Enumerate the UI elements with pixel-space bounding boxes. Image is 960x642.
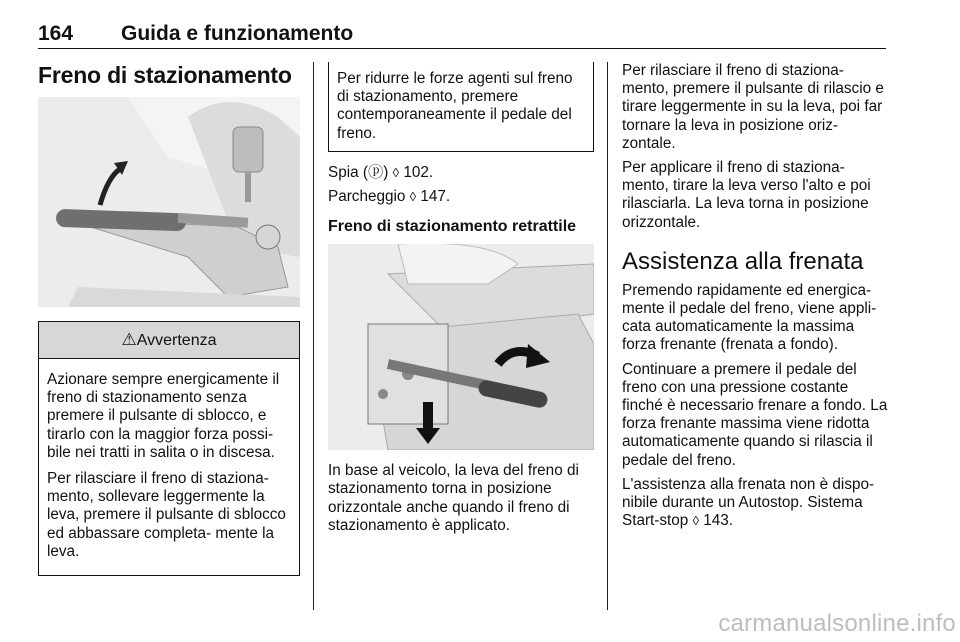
parking-brake-lever-image (38, 97, 300, 307)
xref-warning-light: Spia (ⓟ) ◊ 102. (328, 163, 434, 181)
page-reference-arrow-icon: ◊ (392, 164, 400, 180)
brake-assist-paragraph-1: Premendo rapidamente ed energica- mente il pedale del freno, viene appli- cata automaticamente la massima forza frenante (frenata a fondo). (622, 281, 877, 354)
note-box (328, 62, 594, 152)
warning-box (38, 321, 300, 576)
page-header (38, 22, 886, 49)
xref-parking: Parcheggio ◊ 147. (328, 188, 451, 206)
page-reference-arrow-icon: ◊ (409, 189, 417, 205)
page-reference-arrow-icon: ◊ (692, 513, 699, 529)
warning-header (39, 321, 299, 359)
retractable-brake-lever-image (328, 244, 594, 450)
section-title-parking-brake: Freno di stazionamento (38, 62, 292, 88)
release-paragraph: Per rilasciare il freno di staziona- mento, premere il pulsante di rilascio e tirare leggermente in su la leva, poi far tornare la leva in posizione oriz- zontale. (622, 62, 884, 152)
column-2 (328, 62, 594, 541)
column-divider-2 (607, 62, 608, 610)
brake-assist-paragraph-2: Continuare a premere il pedale del freno con una pressione costante finché è necessario frenare a fondo. La forza frenante massima viene ridotta automaticamente quando si rilascia il pedale del freno. (622, 360, 888, 469)
apply-paragraph: Per applicare il freno di staziona- mento, tirare la leva verso l'alto e poi rilasciarla. La leva torna in posizione orizzontale. (622, 159, 871, 231)
warning-title: Avvertenza (136, 332, 217, 349)
column-1 (38, 62, 300, 576)
retractable-paragraph: In base al veicolo, la leva del freno di stazionamento torna in posizione orizzontale anche quando il freno di stazionamento è applicato. (328, 462, 579, 534)
column-divider-1 (313, 62, 314, 610)
warning-paragraph-2: Per rilasciare il freno di staziona- mento, sollevare leggermente la leva, premere il pulsante di sblocco ed abbassare completa- mente la leva. (47, 470, 286, 560)
xref-page: 147. (420, 188, 451, 206)
warning-body (39, 359, 299, 575)
xref-page: 102. (403, 163, 434, 181)
column-3 (622, 62, 888, 536)
section-title-brake-assist: Assistenza alla frenata (622, 247, 864, 275)
brake-assist-paragraph-3: L'assistenza alla frenata non è dispo- nibile durante un Autostop. Sistema Start-stop ◊ 143. (622, 475, 875, 530)
warning-triangle-icon: ⚠ (121, 330, 137, 349)
note-text: Per ridurre le forze agenti sul freno di stazionamento, premere contemporaneamente il pedale del freno. (337, 70, 573, 142)
parking-brake-light-icon: (ⓟ) (362, 163, 389, 181)
page-number: 164 (38, 22, 74, 45)
watermark: carmanualsonline.info (718, 610, 956, 637)
running-title: Guida e funzionamento (121, 22, 354, 45)
xref-page: 143. (703, 512, 734, 530)
warning-paragraph-1: Azionare sempre energicamente il freno di stazionamento senza premere il pulsante di sblocco, e tirarlo con la maggior forza possi- bile nei tratti in salita o in discesa. (47, 371, 280, 461)
subsection-title-retractable: Freno di stazionamento retrattile (328, 218, 577, 236)
